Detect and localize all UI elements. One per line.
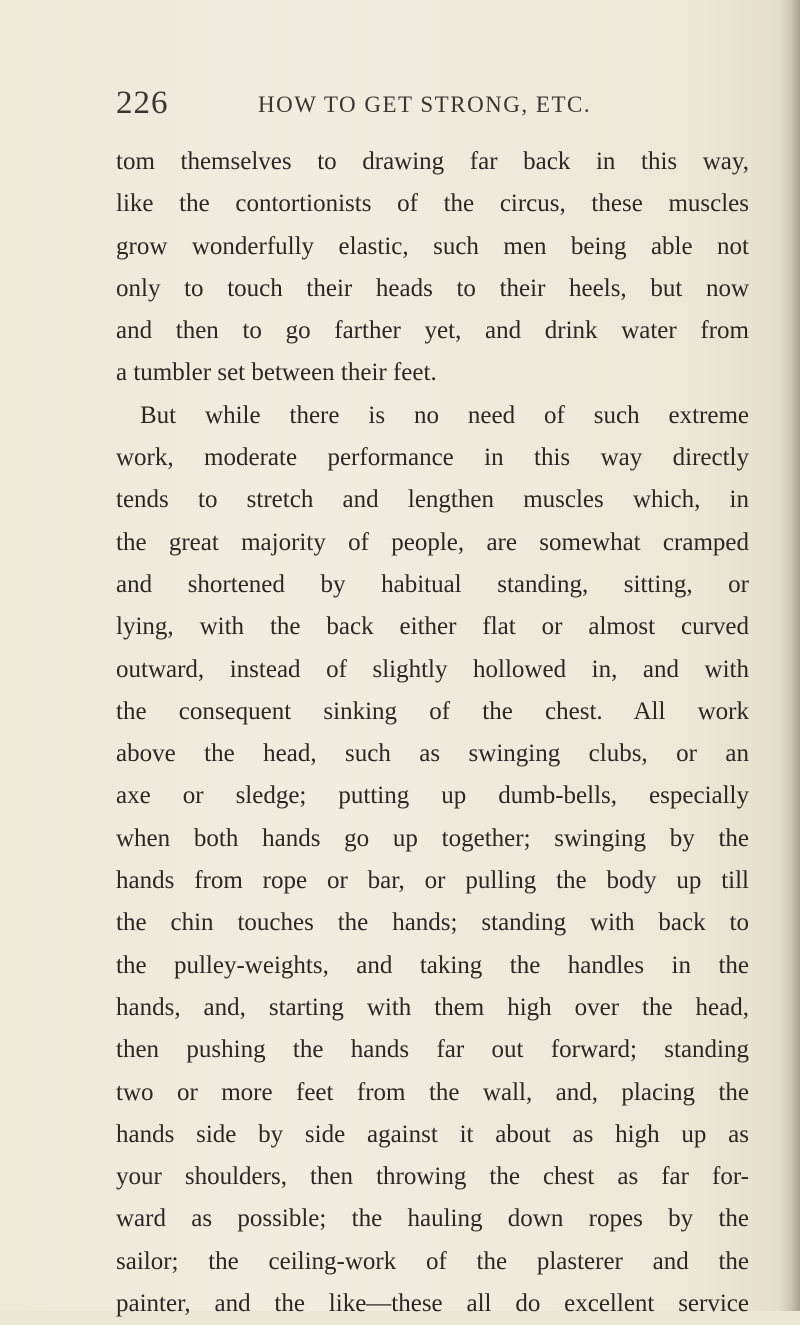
text-line: and shortened by habitual standing, sitting, or — [116, 570, 749, 598]
text-line: hands, and, starting with them high over the head, — [116, 993, 749, 1021]
paragraph-start-line: But while there is no need of such extreme — [140, 401, 749, 429]
text-line: when both hands go up together; swinging by the — [116, 824, 749, 852]
page-header — [116, 85, 746, 125]
text-line: ward as possible; the hauling down ropes by the — [116, 1205, 749, 1233]
text-line: hands side by side against it about as high up as — [116, 1120, 749, 1148]
text-line: grow wonderfully elastic, such men being able not — [116, 232, 749, 260]
text-line: axe or sledge; putting up dumb-bells, especially — [116, 782, 749, 810]
text-line: painter, and the like—these all do excellent service — [116, 1290, 749, 1318]
page-edge-shadow — [778, 0, 800, 1311]
text-line: only to touch their heads to their heels, but now — [116, 274, 749, 302]
body-text — [116, 141, 749, 1325]
text-line: work, moderate performance in this way directly — [116, 444, 749, 472]
running-head: HOW TO GET STRONG, ETC. — [258, 92, 592, 117]
text-line: two or more feet from the wall, and, placing the — [116, 1078, 749, 1106]
text-line: the chin touches the hands; standing with back to — [116, 909, 749, 937]
text-line: above the head, such as swinging clubs, or an — [116, 740, 749, 768]
text-line: a tumbler set between their feet. — [116, 359, 437, 387]
text-line: hands from rope or bar, or pulling the body up till — [116, 867, 749, 895]
text-line: sailor; the ceiling-work of the plasterer and the — [116, 1247, 749, 1275]
text-line: then pushing the hands far out forward; standing — [116, 1036, 749, 1064]
page-number: 226 — [116, 85, 169, 121]
text-line: tom themselves to drawing far back in this way, — [116, 148, 749, 175]
text-line: like the contortionists of the circus, these muscles — [116, 190, 749, 218]
text-line: outward, instead of slightly hollowed in, and with — [116, 655, 749, 683]
text-line: lying, with the back either flat or almost curved — [116, 613, 749, 641]
text-line: the consequent sinking of the chest. All work — [116, 697, 749, 725]
text-line: the great majority of people, are somewhat cramped — [116, 528, 749, 556]
text-line: and then to go farther yet, and drink water from — [116, 317, 749, 345]
text-line: your shoulders, then throwing the chest as far for- — [116, 1163, 749, 1191]
text-line: tends to stretch and lengthen muscles which, in — [116, 486, 749, 514]
text-line: the pulley-weights, and taking the handles in the — [116, 951, 749, 979]
